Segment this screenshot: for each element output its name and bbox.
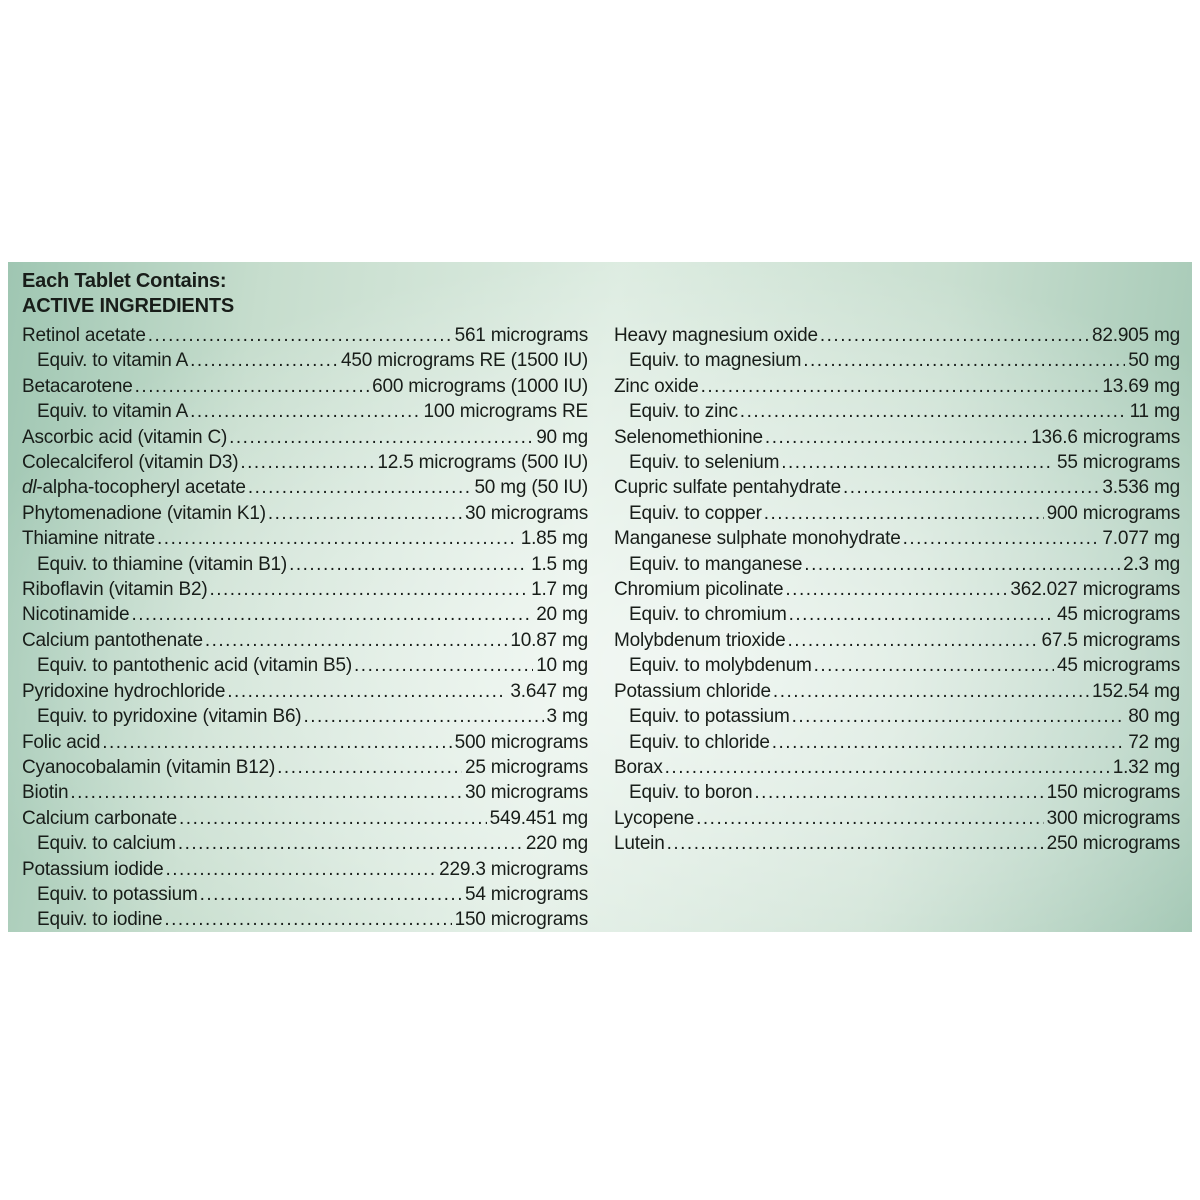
ingredient-amount: 45 micrograms xyxy=(1056,655,1180,677)
ingredient-amount: 450 micrograms RE (1500 IU) xyxy=(341,350,588,372)
ingredient-name: Borax xyxy=(614,756,663,778)
ingredient-row xyxy=(22,831,588,856)
dotted-leader xyxy=(70,780,462,805)
ingredient-name: Zinc oxide xyxy=(614,375,699,397)
ingredient-row xyxy=(614,730,1180,755)
ingredient-name: Equiv. to potassium xyxy=(629,706,790,728)
dotted-leader xyxy=(820,323,1089,348)
dotted-leader xyxy=(773,679,1089,704)
ingredient-name: Heavy magnesium oxide xyxy=(614,325,818,346)
dotted-leader xyxy=(814,653,1054,678)
ingredient-row xyxy=(614,450,1180,475)
ingredient-row xyxy=(22,679,588,704)
ingredients-column-left xyxy=(22,323,588,933)
ingredient-row xyxy=(22,806,588,831)
dotted-leader xyxy=(148,323,452,348)
ingredient-row xyxy=(614,831,1180,856)
label-header-active-ingredients: ACTIVE INGREDIENTS xyxy=(22,295,234,317)
dotted-leader xyxy=(665,755,1110,780)
ingredient-amount: 1.7 mg xyxy=(531,579,588,601)
ingredient-row xyxy=(22,755,588,780)
dotted-leader xyxy=(102,730,451,755)
ingredient-row xyxy=(614,602,1180,627)
dotted-leader xyxy=(289,552,528,577)
ingredient-name: Equiv. to boron xyxy=(629,782,753,804)
ingredient-row xyxy=(22,602,588,627)
ingredient-name: Folic acid xyxy=(22,731,101,753)
ingredient-amount: 549.451 mg xyxy=(489,807,588,829)
ingredient-row xyxy=(22,907,588,932)
ingredient-row xyxy=(614,425,1180,450)
ingredient-amount: 250 micrograms xyxy=(1046,833,1180,855)
dotted-leader xyxy=(205,628,508,653)
ingredient-row xyxy=(22,882,588,907)
ingredient-amount: 150 micrograms xyxy=(454,909,588,931)
dotted-leader xyxy=(240,450,374,475)
ingredient-amount: 300 micrograms xyxy=(1046,807,1180,829)
dotted-leader xyxy=(131,602,533,627)
ingredient-row xyxy=(22,780,588,805)
ingredient-row xyxy=(22,475,588,500)
dotted-leader xyxy=(803,348,1125,373)
ingredient-name: Equiv. to iodine xyxy=(37,909,163,931)
ingredient-name: Equiv. to thiamine (vitamin B1) xyxy=(37,553,288,575)
ingredient-name: Equiv. to selenium xyxy=(629,452,780,474)
dotted-leader xyxy=(135,374,369,399)
ingredient-name: Ascorbic acid (vitamin C) xyxy=(22,426,228,448)
ingredient-name: Nicotinamide xyxy=(22,604,130,626)
dotted-leader xyxy=(303,704,543,729)
ingredient-name: Equiv. to magnesium xyxy=(629,350,802,372)
ingredient-amount: 11 mg xyxy=(1129,401,1180,423)
ingredient-row xyxy=(614,755,1180,780)
ingredient-name: Biotin xyxy=(22,782,69,804)
ingredient-row xyxy=(22,425,588,450)
ingredient-amount: 500 micrograms xyxy=(454,731,588,753)
ingredient-row xyxy=(614,374,1180,399)
ingredient-name: Selenomethionine xyxy=(614,426,763,448)
ingredient-amount: 10.87 mg xyxy=(510,629,588,651)
ingredient-amount: 1.32 mg xyxy=(1112,756,1180,778)
ingredient-row xyxy=(22,628,588,653)
ingredient-name: Calcium pantothenate xyxy=(22,629,203,651)
ingredient-columns xyxy=(22,323,1180,933)
dotted-leader xyxy=(200,882,462,907)
ingredient-amount: 80 mg xyxy=(1128,706,1180,728)
ingredient-row xyxy=(614,628,1180,653)
ingredient-amount: 229.3 micrograms xyxy=(439,858,588,880)
dotted-leader xyxy=(227,679,507,704)
ingredient-row xyxy=(22,399,588,424)
ingredient-name: Phytomenadione (vitamin K1) xyxy=(22,502,266,524)
ingredient-name: Equiv. to zinc xyxy=(629,401,738,423)
dotted-leader xyxy=(764,501,1044,526)
ingredient-amount: 3 mg xyxy=(546,706,588,728)
ingredient-name: Manganese sulphate monohydrate xyxy=(614,528,901,550)
ingredient-row xyxy=(614,679,1180,704)
ingredient-row xyxy=(22,374,588,399)
ingredient-row xyxy=(614,780,1180,805)
dotted-leader xyxy=(792,704,1126,729)
ingredient-row xyxy=(614,475,1180,500)
ingredient-amount: 30 micrograms xyxy=(464,502,588,524)
ingredient-amount: 150 micrograms xyxy=(1046,782,1180,804)
ingredient-row xyxy=(22,348,588,373)
ingredient-amount: 220 mg xyxy=(525,833,588,855)
dotted-leader xyxy=(754,780,1043,805)
ingredient-amount: 7.077 mg xyxy=(1102,528,1180,550)
ingredient-row xyxy=(614,526,1180,551)
dotted-leader xyxy=(788,628,1039,653)
ingredient-amount: 3.647 mg xyxy=(510,680,588,702)
dotted-leader xyxy=(781,450,1054,475)
ingredient-name: Thiamine nitrate xyxy=(22,528,156,550)
ingredient-name: Equiv. to vitamin A xyxy=(37,350,189,372)
ingredient-name: Equiv. to chloride xyxy=(629,731,770,753)
ingredient-amount: 90 mg xyxy=(536,426,588,448)
ingredient-amount: 50 mg xyxy=(1128,350,1180,372)
ingredient-row xyxy=(614,348,1180,373)
ingredient-row xyxy=(614,806,1180,831)
dotted-leader xyxy=(248,475,472,500)
ingredient-row xyxy=(614,552,1180,577)
ingredient-name: Chromium picolinate xyxy=(614,579,784,601)
dotted-leader xyxy=(740,399,1127,424)
dotted-leader xyxy=(696,806,1043,831)
dotted-leader xyxy=(804,552,1120,577)
ingredient-name: Equiv. to manganese xyxy=(629,553,803,575)
dotted-leader xyxy=(789,602,1054,627)
ingredient-amount: 45 micrograms xyxy=(1056,604,1180,626)
ingredient-row xyxy=(22,857,588,882)
ingredient-row xyxy=(22,501,588,526)
ingredient-amount: 900 micrograms xyxy=(1046,502,1180,524)
dotted-leader xyxy=(277,755,462,780)
ingredient-amount: 1.5 mg xyxy=(531,553,588,575)
ingredient-amount: 136.6 micrograms xyxy=(1031,426,1180,448)
ingredient-name: Equiv. to pantothenic acid (vitamin B5) xyxy=(37,655,353,677)
ingredient-amount: 55 micrograms xyxy=(1056,452,1180,474)
dotted-leader xyxy=(229,425,533,450)
ingredient-amount: 50 mg (50 IU) xyxy=(474,477,588,499)
ingredient-row xyxy=(614,323,1180,348)
dotted-leader xyxy=(765,425,1028,450)
ingredient-amount: 54 micrograms xyxy=(464,883,588,905)
ingredient-row xyxy=(22,577,588,602)
ingredient-row xyxy=(22,323,588,348)
ingredients-panel xyxy=(8,262,1192,932)
ingredient-row xyxy=(614,399,1180,424)
ingredient-name: Equiv. to molybdenum xyxy=(629,655,812,677)
ingredient-amount: 30 micrograms xyxy=(464,782,588,804)
ingredient-name: dl-alpha-tocopheryl acetate xyxy=(22,477,246,499)
ingredient-amount: 20 mg xyxy=(536,604,588,626)
dotted-leader xyxy=(903,526,1100,551)
ingredient-row xyxy=(22,653,588,678)
dotted-leader xyxy=(701,374,1100,399)
ingredient-amount: 67.5 micrograms xyxy=(1041,629,1180,651)
ingredient-name: Cyanocobalamin (vitamin B12) xyxy=(22,756,276,778)
dotted-leader xyxy=(667,831,1044,856)
dotted-leader xyxy=(178,831,523,856)
dotted-leader xyxy=(209,577,528,602)
ingredients-column-right xyxy=(614,323,1180,933)
ingredient-amount: 13.69 mg xyxy=(1102,375,1180,397)
ingredient-name: Equiv. to pyridoxine (vitamin B6) xyxy=(37,706,302,728)
ingredient-name: Equiv. to copper xyxy=(629,502,762,524)
ingredient-amount: 1.85 mg xyxy=(520,528,588,550)
dotted-leader xyxy=(772,730,1125,755)
ingredient-name: Calcium carbonate xyxy=(22,807,178,829)
ingredient-row xyxy=(614,577,1180,602)
dotted-leader xyxy=(843,475,1099,500)
ingredient-name: Potassium iodide xyxy=(22,858,164,880)
ingredient-row xyxy=(22,526,588,551)
ingredient-name: Riboflavin (vitamin B2) xyxy=(22,579,208,601)
ingredient-amount: 600 micrograms (1000 IU) xyxy=(372,375,588,397)
ingredient-row xyxy=(614,501,1180,526)
ingredient-name: Molybdenum trioxide xyxy=(614,629,786,651)
ingredient-name: Pyridoxine hydrochloride xyxy=(22,680,226,702)
ingredient-name: Equiv. to chromium xyxy=(629,604,787,626)
ingredient-row xyxy=(614,704,1180,729)
ingredient-amount: 10 mg xyxy=(536,655,588,677)
ingredient-row xyxy=(22,704,588,729)
ingredient-amount: 152.54 mg xyxy=(1092,680,1180,702)
ingredient-name: Cupric sulfate pentahydrate xyxy=(614,477,841,499)
ingredient-name: Lutein xyxy=(614,833,665,855)
label-header-contains: Each Tablet Contains: xyxy=(22,270,227,292)
dotted-leader xyxy=(268,501,462,526)
ingredient-amount: 561 micrograms xyxy=(454,325,588,346)
ingredient-name: Betacarotene xyxy=(22,375,133,397)
dotted-leader xyxy=(190,348,338,373)
ingredient-amount: 362.027 micrograms xyxy=(1010,579,1180,601)
dotted-leader xyxy=(157,526,518,551)
ingredient-name: Equiv. to potassium xyxy=(37,883,198,905)
ingredient-amount: 82.905 mg xyxy=(1092,325,1180,346)
ingredient-name: Retinol acetate xyxy=(22,325,146,346)
ingredient-name: Equiv. to calcium xyxy=(37,833,176,855)
dotted-leader xyxy=(190,399,420,424)
dotted-leader xyxy=(354,653,533,678)
dotted-leader xyxy=(164,907,451,932)
ingredient-amount: 25 micrograms xyxy=(464,756,588,778)
dotted-leader xyxy=(785,577,1007,602)
ingredient-amount: 3.536 mg xyxy=(1102,477,1180,499)
ingredient-amount: 72 mg xyxy=(1128,731,1180,753)
ingredient-row xyxy=(22,552,588,577)
ingredient-name: Potassium chloride xyxy=(614,680,771,702)
dotted-leader xyxy=(179,806,487,831)
ingredient-name: Lycopene xyxy=(614,807,695,829)
ingredient-amount: 2.3 mg xyxy=(1123,553,1180,575)
ingredient-row xyxy=(614,653,1180,678)
ingredient-name: Equiv. to vitamin A xyxy=(37,401,189,423)
ingredient-amount: 100 micrograms RE xyxy=(423,401,588,423)
ingredient-amount: 12.5 micrograms (500 IU) xyxy=(377,452,588,474)
ingredient-name: Colecalciferol (vitamin D3) xyxy=(22,452,239,474)
dotted-leader xyxy=(166,857,437,882)
ingredient-row xyxy=(22,730,588,755)
ingredient-row xyxy=(22,450,588,475)
